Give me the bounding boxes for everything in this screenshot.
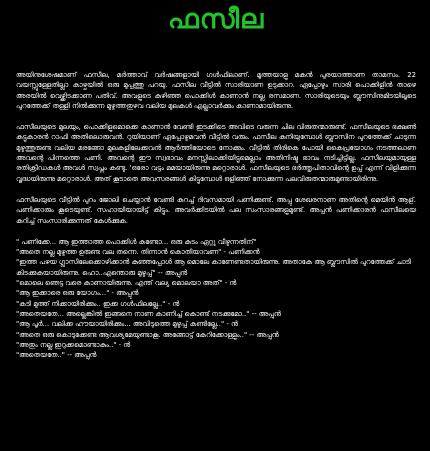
dialogue-line: "ആ പൂർ... വലിക്ക ഹൗയായിരിക്കും... അവിടുത്തെ മുഴുപ്പ് കണ്ടില്ലേ.." - ൻ xyxy=(16,320,238,329)
dialogue-line: "അതെ നല്ല മുഴുത്ത ഉരുണ്ട വല തന്നെ. തിന്നാൻ കൊതിയാവണ" - പണിക്കൻ xyxy=(16,248,260,257)
paragraph-2: ഫസീലയുടെ മുലയും, പൊക്കിളുമൊക്കെ കാണാൻ വേണ്ടി ഇടക്കിടെ അവിടെ വരുന്ന ചില വിരുതന്മാരുണ്ട്. ഫസീലയുടെ ഭക്ഷൺ കുട്ടുകാരൻ റാഫി അതിലൊരുവൻ. റുയിയാണ് ഏപ്പോഴുമവൻ വീട്ടിൽ വരും. ഫസീല കുനിയുമ്പോൾ ബ്ലൗസിന പുറത്തേക്ക് ചാടുന്ന മുഴുത്തുരുണ്ട വലിയ മരങ്ങോ മുലകളിലേക്കവൻ ആർത്തിയോടെ നോക്കും. വീട്ടിൽ തിരികെ പോയി കൈപ്രയോഗം നടത്തലാണ അവന്റെ പിന്നത്തെ പണി. അവന്റെ ഈ സ്വഭാവം മനസ്സിലാക്കിയിട്ടുമെല്ലാം അതിനിഷ്ട ഭാവം നടിച്ചിട്ടില്ല. ഫസീലയുമായുള്ള രതിക്രീഡകൾ അവൾ സ്വപ്നം കണ്ടു. 'ഒരോ വട്ടം മമയായിരുന്നു മറ്റൊരാൾ. ഫസീലയുടെ ഭർത്തൃപിതാവിന്റെ ഉപ്പ് എന്ന് വിളിക്കുന്ന വൃദ്ധയിരുന്നു മറ്റൊരാൾ. അത് കൂടാതെ അവസരങ്ങൾ കിട്ടുമ്പോൾ ഒളിഞ്ഞ് നോക്കുന്ന പലവിരുതന്മാരുമുണ്ടായിരിന്നു. xyxy=(16,123,416,183)
dialogue-line: "അതെയതേ.." -- അപ്പുൻ xyxy=(16,351,97,360)
dialogue-line: "ഇത്ത പഴയ ഗ്ലാസിലേക്കൊഴിക്കാൻ കുഞ്ഞപ്പോൾ ആ മൊലേ കാണേണ്ടതായിരുന്നു. അതാകേ ആ ബ്ലൗസിൽ പുറത്തേക്ക് ചാടി കിടക്കുകയായിരുന്നു. ഹൊ..എന്തൊരു മുഴുപ്പ്" -- അപ്പുൻ xyxy=(16,258,411,277)
story-body xyxy=(16,70,416,360)
story-title: ഫസീല xyxy=(167,4,265,35)
dialogue-line: "അതെയതേ... അല്ലെങ്കിൽ ഇങ്ങനെ നാണ കാണിച്ച് കൊണ്ട് നടക്കുമോ.." -- അപ്പുൻ xyxy=(16,309,281,318)
paragraph-3: ഫസീലയുടെ വീട്ടിൽ പുറം ജോലി ചെയ്യാൻ വേണ്ടി കുറച്ച് ദിവസമായി പണിക്കുണ്ട്. അപ്പു ശേഖരനാണ അതിന്റെ മെയിൻ ആള്. പണിക്കാരും കൂടെയുണ്ട്. സഹായിയായിട്ട് കിട്ടും. അവർക്കിടയിൽ പല സംസാരങ്ങളുമുണ്ട്. അപ്പൻ പണിക്കാരൻ ഫസീലയെ കുറിച്ച് സംസാരിക്കുന്നത് കേൾക്കുക. xyxy=(16,195,416,225)
dialogue-line: "അതും നല്ല ഇറുക്കമൊണ്ടാകും.." - ൻ xyxy=(16,340,131,349)
dialogue-line: "അതെ ഒരു കൊടുക്കേണ്ട ആവശ്യമേയുണ്ടാകൂ. അങ്ങോട്ട് കേറിക്കോള്ളും.." -- അപ്പുൻ xyxy=(16,330,279,339)
dialogue-list xyxy=(16,237,416,361)
dialogue-line: "കടി മുത്ത് നിക്കായിരിക്കും.. ഇക്ക ഗൾഫിലല്ലേ.." - ൻ xyxy=(16,299,180,308)
paragraph-1: അയിനുശേഷമാണ് ഫസീല, മർത്താവ് വർഷങ്ങളായി ഗൾഫിലാണ്. മൂത്തയാളു മകൻ പുരയാത്താണ താമസം. 22 വയസ്സുള്ളേതില്ലാ കാഴ്ചയിൽ ഒരു മുപ്പത്തു പറയു. ഫസീല വീട്ടിൽ സാരിയാണ ഉടുക്കാറ. ഏപ്പോഴും സാരി പൊക്കിളിൻ താഴെ അരയിൽ വെഴ്ക്കിടക്കാണ പതിവ്. അവളുടെ കുഴിഞ്ഞ പൊക്കിൾ കാണാൻ നല്ല രസമാണ. സാരിയുടെയും ബ്ലൗസിനുമിടയിലൂടെ പുറത്തേക്ക് തള്ളി നിൽക്കുന്ന മുഴുത്തതുഴവ വലിയ മുലകൾ എല്ലാവർക്കും കാണാമായിരുന്നു. xyxy=(16,71,416,110)
dialogue-line: "മൊലെ ഞെട്ട വരെ കാണായിരുന്നു. എന്ത് വല്യ മൊലയാ അത്" - ൻ xyxy=(16,279,237,288)
dialogue-line: " പണിക്കേ... ആ ഇത്താത്ത പൊക്കിൾ കണ്ടോ... ഒരു കുടം ഏറ്റു വീഴുന്നതിന്" xyxy=(16,237,257,246)
dialogue-line: "ആ ഇക്കാരെ ഒരു യോഗം..." - അപ്പുൻ xyxy=(16,289,139,298)
